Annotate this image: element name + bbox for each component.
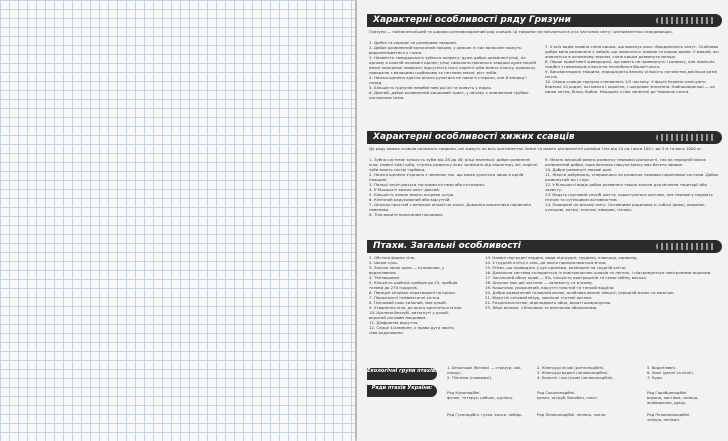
section-title-rodents: Характерні особливості ряду Гризуни [367, 14, 722, 27]
eco-groups-label: Екологічні групи птахів: [367, 368, 437, 380]
section-title-carnivores: Характерні особливості хижих ссавців [367, 131, 722, 144]
section-title-birds: Птахи. Загальні особливості [367, 240, 722, 253]
rodents-intro: Гризуни — найчисельніший та широко розповсюджений ряд ссавців. Ці тварини зустрічаються в усіх частинах світу і різноманітних середовищах. [369, 29, 673, 34]
carnivores-list-right: 9. Мають високий рівень розвитку нервової діяльності, так як передній мозок розвинений добре, кора великих півкуль мозку має багато звивин. 10. Добре розвинуті нюхові долі. 11. Жертв добувають, спираючись на розвиток нервово-пороннової системи. Добре розвинутий зір і слух. 12. У більшості видів добре розвинені також залози для мічення території або захисту. 13. Ведуть груповий спосіб життя, користуються житлом, але перевагу надають нічним та сутінковим активностям. 14. Поширені по всьому світу. Основними родинами є: собачі (вовк), ведмежі, куницеві, котячі, єнотові, віверові, гієнові. [545, 157, 719, 212]
bird-order-pelecaniformes: Ряд Пелеканоподібні. чепура, пелікан. [647, 412, 691, 422]
carnivores-intro: До ряду хижих ссавців належать тварини, які живуть на всіх континентах Землі та мають різноманітні розміри тіла від 14 см і ваги 100 г до 3 м та ваги 1000 кг. [369, 146, 703, 151]
bird-order-ciconiiformes: Ряд Лелекоподібні. лелека, чапля. [537, 412, 607, 417]
birds-list-right: 13. Наявні підгрудні пердня, види підгрудні: грудина, ключиця, коракоїд. 14. У грудній клітці є кіль, до якого прикріплюються м'язи. 15. М'язи, що приводять у рух крилами, розміщені на грудній клітці. 16. Дихальна система складається із повітроносних шляхів та легень, і підтримується повітряними мішками. 17. Загальний обсяг крові — 9%, кількість еритроцитів та гемоглобіну висока. 18. Шлунок має дві частини — залозисту та м'язову. 19. Кишечник укорочений, відсутні товстий та тонкий відділи. 20. Добре розвинений головний мозок, особливо великі півкулі, середній мозок та мозочок. 21. Відсутні сечовий міхур, зовнішні статеві органи. 22. Роздільностатеві, відкладають яйця, вкриті шкаралупою. 23. Яйце велике, з білковою та вапняною оболонками. [485, 255, 712, 310]
bird-order-passeriformes: Ряд Горобцеподібні. ворона, ластівка, синиця, жайворонок, дрізд. [647, 390, 699, 405]
rodents-list-right: 7. У всіх видів наявна сліпа кишка, що виконує роль «бродильного чану». Особливо добре вона розвинена у зайців, що живляться травою та корою дерев. У мишей, які живляться в основному зерном, сліпа кишка розвинута менше. 8. Перші примітивні живородячі, що мають не привернуть і розвину, але повільно подібні з невеликою кількістю незлобного біологічного. 9. Високоплодючі тварини, народжують велику кількість потомства декілька разів на рік. 10. Серед ссавців гризуни становлять 1/3 частину. У фауні України налічують близько 10 родин, які мають і корисне, і шкідливе значення. Найпоширеніші — це миша хатня, білка, бобер. Нещадно з них занесені до Червоної книги. [545, 44, 719, 94]
reference-text-page [357, 0, 728, 441]
bird-order-anseriformes: Ряд Гусеподібні. гуска, качка, лебідь. [447, 412, 523, 417]
grid-notebook-page [0, 0, 355, 441]
eco-groups-col3: 5. Водоплавні. 6. Хижі (денні та нічні). 7. Кури. [647, 365, 695, 380]
eco-groups-col1: 1. Безкільові (бігаючі — страуси, ківі, нанду). 2. Пінгвіни (плаваючі). [447, 365, 522, 380]
rodents-list-left: 1. Дрібні та середні за розмірами тварини. 2. Добре розвинений волосяний покрив, у деяких із них волосяне можуть видозмінюватися у голки. 3. Наявність твердорукого зубного апарату: дуже добре розвинені різці, по одному в кожній половині щелеп; різці самозагострюються завдяки дуже міцній емалі передньої поверхні; відсутність ікол; корінні зуби мають плоску жувальну поверхню з великими горбиками та петлями емалі; ріст зубів. 4. Нижня щелепа здатна вільно рухатися не лише в сторони, але й вперед і назад. 5. Більшість гризунів невибагливі до їжі та живуть у норах. 6. Довгий, добре розвинений кишковий тракт, у зв'язку з живленням грубою рослинною їжею. [369, 40, 536, 100]
carnivores-list-left: 1. Зубна система: кількість зубів від 28 до 48; різці маленькі; добре розвинені ікла; наявні хижі зуби, ступінь розвитку яких залежить від характеру їжі; корінні зуби мають гострі горбики. 2. Нижня щелепа з'єднана з черепом так, що може рухатися лише в одній площині. 3. Пальці закінчуються гострими кігтями або кігтиками. 4. У більшості хижих хвіст довгий. 5. Більшість хижих мають яскраве хутро. 6. Кінечний редукований або відсутній. 7. Шлунок простий з великою кількістю залоз. Довжина кишечника порівняно невелика. 8. Тіло вкрите волосяним покривом. [369, 157, 538, 217]
birds-list-left: 1. Обтічна форма тіла. 2. Шкіра суха. 3. Залоза лише одна — куприкова, у водоплавних. 4. Теплокровні. 5. Кількість шийних хребців до 25, хребців голови до 270 градусів. 6. Передні кінцівки перетворені на крила. 7. Порожнисті пневматичні кістки. 8. Плечовий пояс сильний, має дзьоб. 9. Утворення кіля, до якого кріпляться м'язи. 10. Щелепи беззубі, витягнуті у дзьоб, вкритий роговим покривом. 11. Діафрагма відсутня. 12. Серце 4-камерне, є права дуга аорти, ліва редукована. [369, 255, 463, 335]
bird-order-falconiformes: Ряд Соколоподібні. орлан, яструб, балобан, сокіл. [537, 390, 598, 400]
eco-groups-col2: 2. Кілегруді лісові (дятлоподібні). 3. Кілегруді водяні (лелекоподібні). 4. Болотні і пастухові (лелекоподібні). [537, 365, 614, 380]
bird-orders-label: Ряди птахів України: [367, 385, 437, 397]
bird-order-galliformes: Ряд Куроподібні. фазан, тетерук, рябчик, куріпка. [447, 390, 514, 400]
